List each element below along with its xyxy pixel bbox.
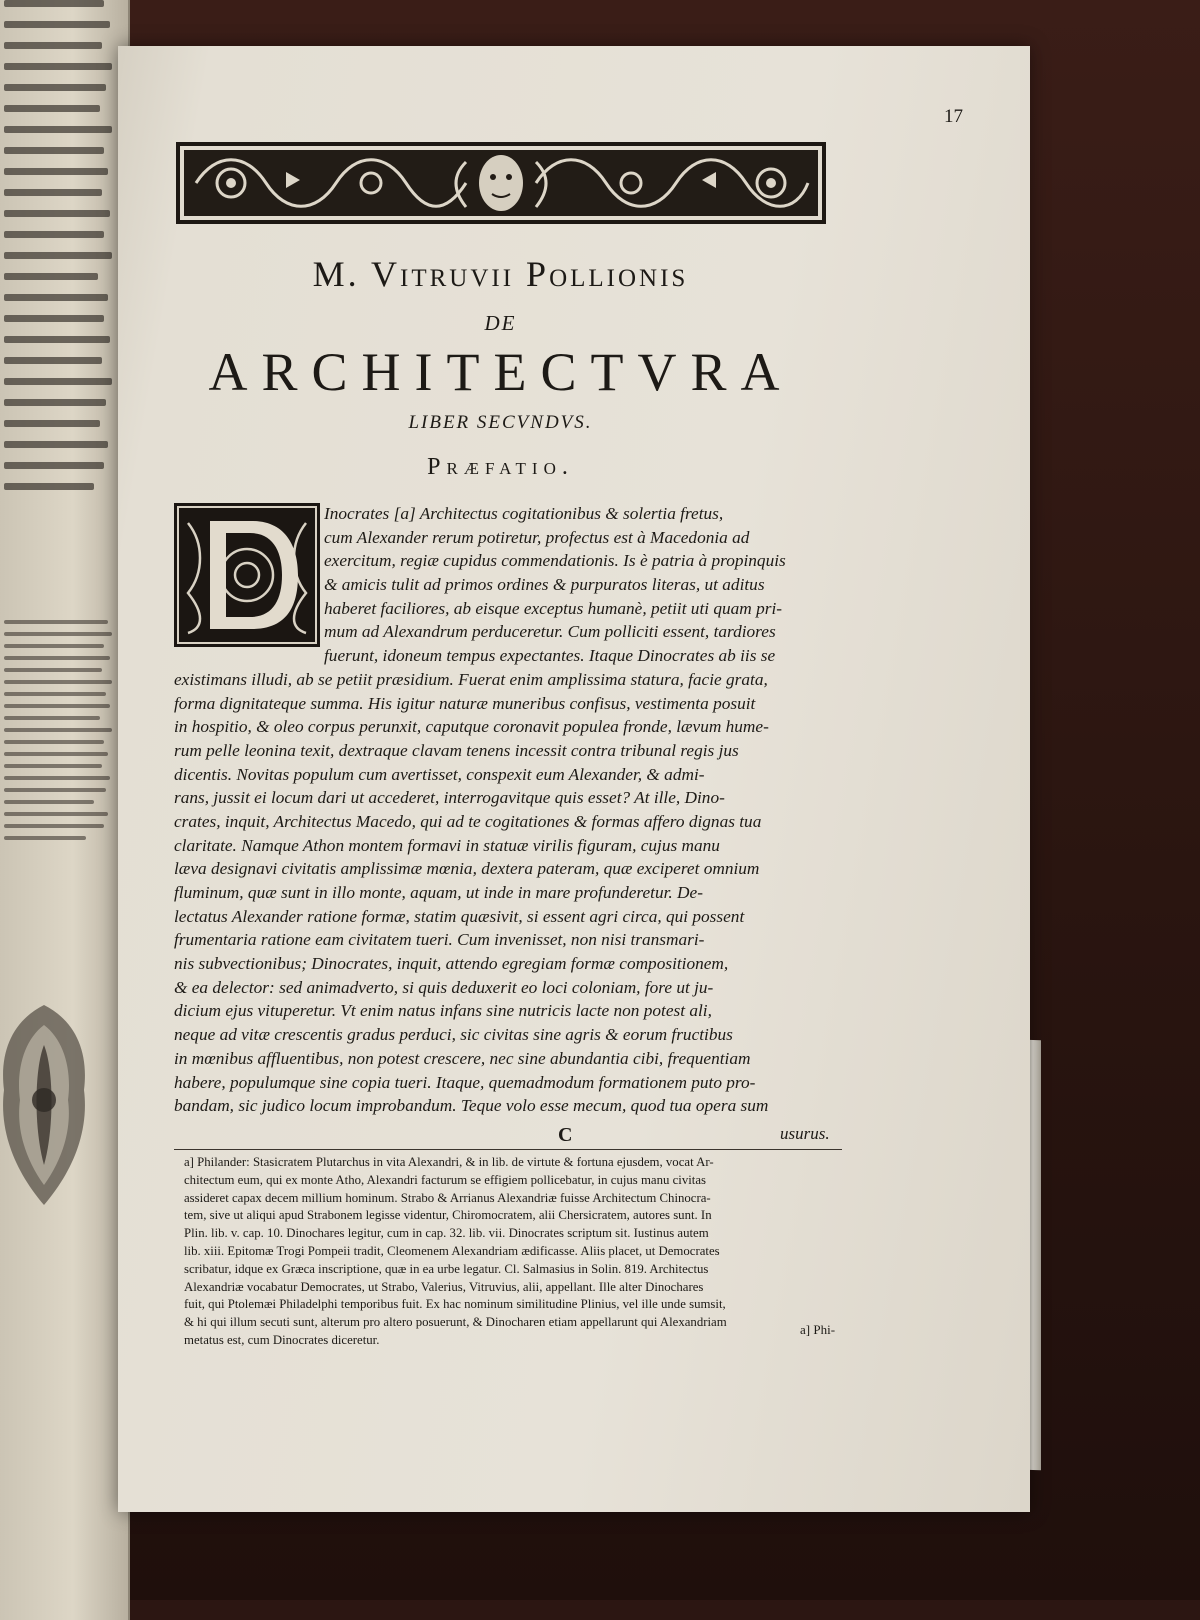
body-line: crates, inquit, Architectus Macedo, qui ad te cogitationes & formas affero dignas tua: [174, 811, 762, 831]
footnote-line: a] Philander: Stasicratem Plutarchus in vita Alexandri, & in lib. de virtute & fortuna ejusdem, vocat Ar-: [184, 1155, 714, 1169]
body-line: bandam, sic judico locum improbandum. Teque volo esse mecum, quod tua opera sum: [174, 1096, 769, 1116]
body-line: neque ad vitæ crescentis gradus perduci, sic civitas sine agris & eorum fructibus: [174, 1025, 733, 1045]
footnote-line: scribatur, idque ex Græca inscriptione, quæ in ea urbe legatur. Cl. Salmasius in Solin. 819. Architectus: [184, 1261, 709, 1276]
footnote-line: & hi qui illum secuti sunt, alterum pro altero posuerunt, & Dinocharen etiam appellarunt qui Alexandriam: [184, 1315, 727, 1330]
left-tailpiece-ornament-icon: [0, 1000, 94, 1210]
footnote-line: metatus est, cum Dinocrates diceretur.: [184, 1332, 380, 1347]
left-page-text-block: [4, 0, 114, 504]
left-page-notes-block: [4, 620, 114, 848]
page-number: 17: [944, 106, 963, 127]
title-main: ARCHITECTVRA: [208, 342, 794, 402]
body-line: fluminum, quæ sunt in illo monte, aquam, ut inde in mare profunderetur. De-: [174, 883, 703, 902]
body-line: fuerunt, idoneum tempus expectantes. Itaque Dinocrates ab iis se: [324, 646, 776, 666]
body-line: Inocrates [a] Architectus cogitationibus & solertia fretus,: [324, 504, 724, 523]
title-liber: LIBER SECVNDVS.: [408, 412, 593, 433]
body-text: [174, 502, 842, 1118]
book-page: [118, 46, 1030, 1512]
body-line: haberet faciliores, ab eisque exceptus humanè, petiit uti quam pri-: [324, 598, 783, 618]
body-line: dicium ejus vituperetur. Vt enim natus infans sine nutricis lacte non potest ali,: [174, 1001, 712, 1021]
footnote-line: fuit, qui Ptolemæi Philadelphi temporibus fuit. Ex hac nominum similitudine Plinius, vel ille unde sumsit,: [184, 1297, 726, 1312]
body-line: rans, jussit ei locum dari ut accederet, interrogavitque quis esset? At ille, Dino-: [174, 788, 725, 808]
title-author: M. Vitruvii Pollionis: [312, 254, 689, 294]
footnote-line: lib. xiii. Epitomæ Trogi Pompeii tradit, Cleomenem Alexandriam ædificasse. Aliis placet, ut Democrates: [184, 1243, 720, 1258]
body-line: & amicis tulit ad primos ordines & purpuratos literas, ut aditus: [324, 575, 765, 595]
body-line: rum pelle leonina texit, dextraque clavam tenens incessit contra tribunal regis jus: [174, 740, 739, 760]
footnote-line: Plin. lib. v. cap. 10. Dinochares legitur, cum in cap. 32. lib. vii. Dinocrates scriptum sit. Iustinus autem: [184, 1226, 709, 1241]
footnote-catchword: a] Phi-: [800, 1322, 836, 1337]
title-de: de: [484, 304, 517, 337]
body-line: in hospitio, & oleo corpus perunxit, caputque coronavit populea fronde, lævum hume-: [174, 717, 769, 737]
left-facing-page: [0, 0, 130, 1620]
body-line: dicentis. Novitas populum cum avertisset, conspexit eum Alexander, & admi-: [174, 764, 705, 784]
body-line: nis subvectionibus; Dinocrates, inquit, attendo egregiam formæ compositionem,: [174, 954, 729, 974]
footnote-divider: [174, 1149, 842, 1150]
footnote-line: assideret capax decem millium hominum. Strabo & Arrianus Alexandriæ fuisse Architectum Chinocra-: [184, 1190, 711, 1205]
signature-mark: C: [558, 1124, 573, 1146]
body-line: claritate. Namque Athon montem formavi in statuæ virilis figuram, cujus manu: [174, 835, 720, 855]
body-line: habere, populumque sine copia tueri. Itaque, quemadmodum formationem puto pro-: [174, 1072, 756, 1092]
footnote-line: chitectum eum, qui ex monte Atho, Alexandri facturum se effigiem pollicebatur, in cujus manu civitas: [184, 1172, 707, 1187]
footnote-line: tem, sive ut aliqui apud Strabonem legisse videntur, Chiromocratem, alii Chersicratem, autores sunt. In: [184, 1208, 712, 1223]
catchword: usurus.: [780, 1124, 830, 1143]
body-line: mum ad Alexandrum perduceretur. Cum polliciti essent, tardiores: [324, 622, 776, 642]
body-line: frumentaria ratione eam civitatem tueri. Cum invenisset, non nisi transmari-: [174, 930, 705, 950]
footnote-line: Alexandriæ vocabatur Democrates, ut Strabo, Valerius, Vitruvius, alii, appellant. Ille alter Dinochares: [184, 1279, 704, 1294]
body-line: exercitum, regiæ cupidus commendationis. Is è patria à propinquis: [324, 551, 786, 571]
body-line: in mœnibus affluentibus, non potest crescere, nec sine abundantia cibi, frequentiam: [174, 1048, 751, 1068]
body-line: læva designavi civitatis amplissimæ mœnia, dextera pateram, quæ exciperet omnium: [174, 859, 760, 879]
body-line: existimans illudi, ab se petiit præsidium. Fuerat enim amplissima statura, facie grata,: [174, 669, 768, 689]
footnotes: [184, 1154, 844, 1350]
headpiece-ornament-icon: [176, 142, 826, 224]
body-line: forma dignitateque summa. His igitur naturæ muneribus confisus, vestimenta posuit: [174, 693, 756, 713]
title-praefatio: Præfatio.: [427, 454, 574, 480]
body-line: & ea delector: sed animadverto, si quis deduxerit eo loci coloniam, fore ut ju-: [174, 977, 714, 997]
body-line: cum Alexander rerum potiretur, profectus est à Macedonia ad: [324, 527, 750, 547]
body-line: lectatus Alexander ratione formæ, statim quæsivit, si essent agri circa, qui possent: [174, 906, 745, 926]
